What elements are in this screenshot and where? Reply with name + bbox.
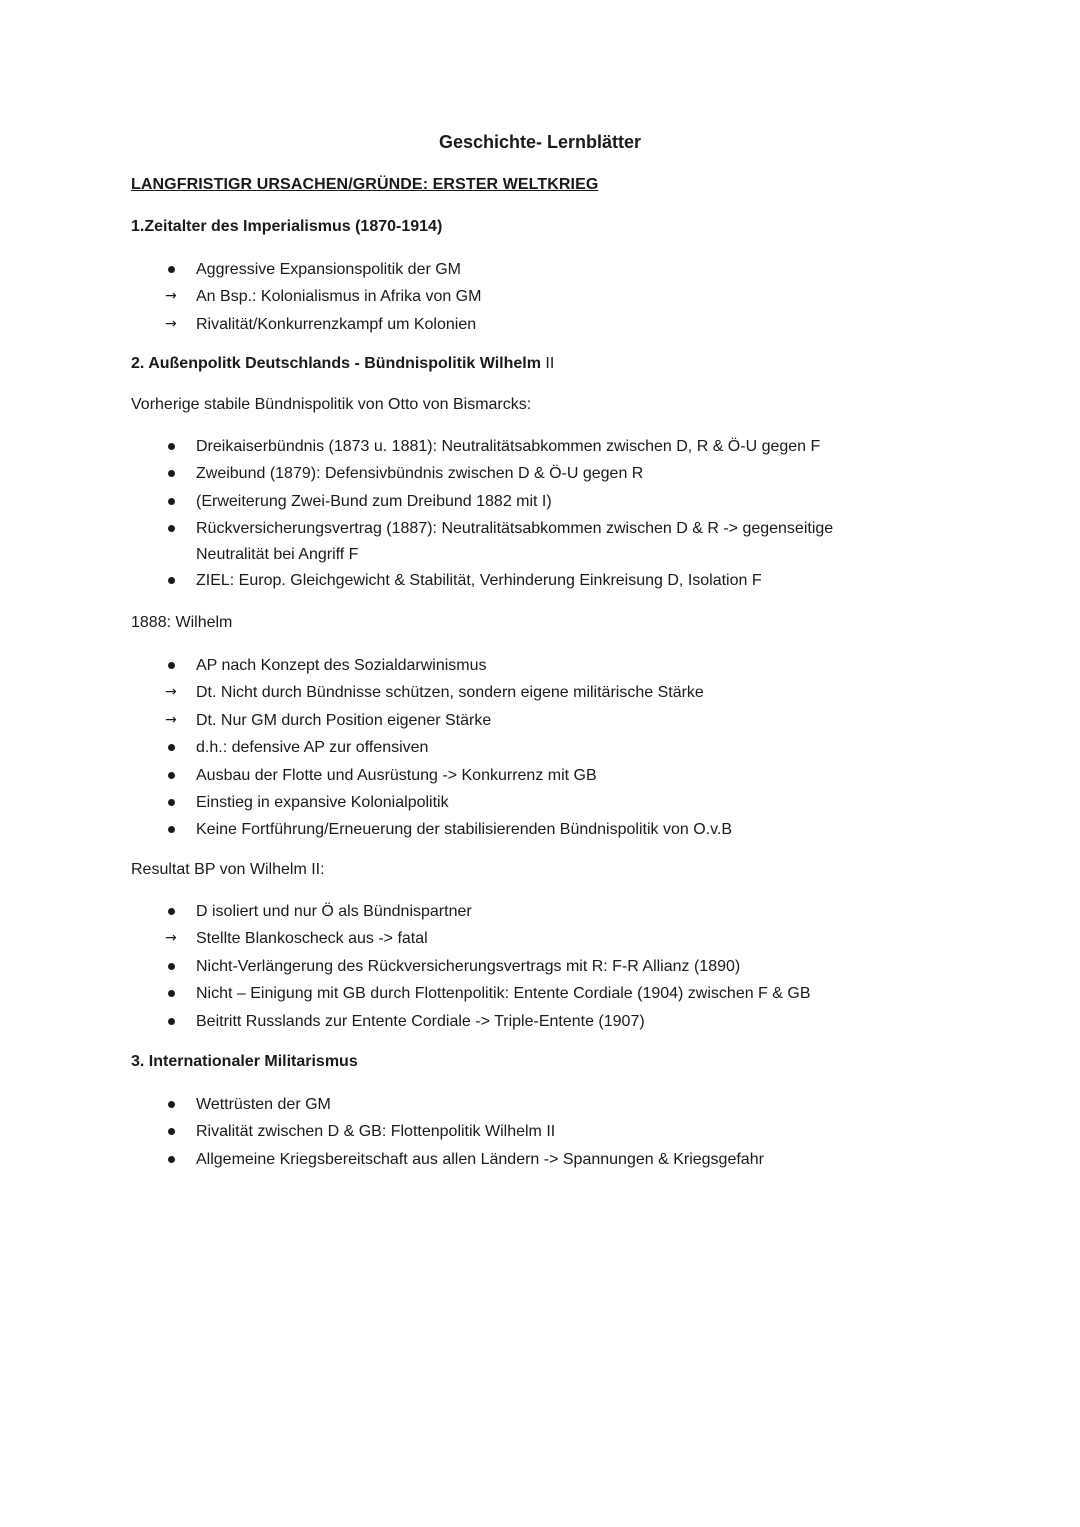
list-result xyxy=(160,898,960,1035)
arrow-right-icon: → xyxy=(165,930,177,947)
list-item-text: Dt. Nur GM durch Position eigener Stärke xyxy=(196,711,492,729)
list-item-text: (Erweiterung Zwei-Bund zum Dreibund 1882 mit I) xyxy=(196,492,552,510)
arrow-right-icon: → xyxy=(165,711,177,728)
list-item-text: Aggressive Expansionspolitik der GM xyxy=(196,261,462,278)
list-item xyxy=(160,567,960,594)
list-item-text: Beitritt Russlands zur Entente Cordiale -> Triple-Entente (1907) xyxy=(196,1012,645,1030)
list-bismarck xyxy=(160,433,960,594)
list-item-text: Dreikaiserbündnis (1873 u. 1881): Neutralitätsabkommen zwischen D, R & Ö-U gegen F xyxy=(196,438,821,455)
bismarck-intro: Vorherige stabile Bündnispolitik von Otto von Bismarcks: xyxy=(131,396,532,413)
list-item xyxy=(160,925,960,952)
list-item xyxy=(160,652,960,679)
list-item-text: Rückversicherungsvertrag (1887): Neutralitätsabkommen zwischen D & R -> gegenseitige xyxy=(196,520,834,538)
list-item-text: Einstieg in expansive Kolonialpolitik xyxy=(196,794,449,812)
section-heading-aussenpolitik xyxy=(131,355,554,373)
list-item-text: Ausbau der Flotte und Ausrüstung -> Konkurrenz mit GB xyxy=(196,766,597,784)
list-item-text: Stellte Blankoscheck aus -> fatal xyxy=(196,930,428,948)
list-militarismus xyxy=(160,1091,960,1173)
list-item xyxy=(160,980,960,1007)
list-item xyxy=(160,1091,960,1118)
list-item xyxy=(160,762,960,789)
list-item xyxy=(160,1008,960,1035)
section-heading-imperialismus: 1.Zeitalter des Imperialismus (1870-1914) xyxy=(131,218,443,235)
list-imperialismus xyxy=(160,256,960,338)
list-item xyxy=(160,1118,960,1145)
list-item xyxy=(160,898,960,925)
list-item xyxy=(160,433,960,460)
list-item xyxy=(160,488,960,515)
list-item-text-continued: Neutralität bei Angriff F xyxy=(196,545,359,563)
page-title: Geschichte- Lernblätter xyxy=(438,132,642,152)
list-item xyxy=(160,515,960,566)
list-item xyxy=(160,707,960,734)
list-item-text: Zweibund (1879): Defensivbündnis zwischen D & Ö-U gegen R xyxy=(196,465,644,483)
list-item xyxy=(160,1146,960,1173)
list-item xyxy=(160,953,960,980)
section-heading-militarismus: 3. Internationaler Militarismus xyxy=(131,1053,358,1070)
list-item-text: Wettrüsten der GM xyxy=(196,1096,331,1113)
list-item xyxy=(160,256,960,283)
list-item xyxy=(160,679,960,706)
main-heading: LANGFRISTIGR URSACHEN/GRÜNDE: ERSTER WELTKRIEG xyxy=(131,176,599,193)
arrow-right-icon: → xyxy=(165,288,177,305)
list-item xyxy=(160,311,960,338)
list-item-text: d.h.: defensive AP zur offensiven xyxy=(196,739,429,757)
heading-bold-part: 2. Außenpolitk Deutschlands - Bündnispolitik Wilhelm xyxy=(131,355,541,372)
list-item-text: Dt. Nicht durch Bündnisse schützen, sondern eigene militärische Stärke xyxy=(196,684,704,702)
list-item xyxy=(160,460,960,487)
list-item-text: D isoliert und nur Ö als Bündnispartner xyxy=(196,903,472,920)
list-item-text: ZIEL: Europ. Gleichgewicht & Stabilität, Verhinderung Einkreisung D, Isolation F xyxy=(196,571,762,589)
list-item-text: AP nach Konzept des Sozialdarwinismus xyxy=(196,657,487,674)
heading-light-part: II xyxy=(540,355,555,372)
list-wilhelm xyxy=(160,652,960,844)
list-item-text: Nicht-Verlängerung des Rückversicherungsvertrags mit R: F-R Allianz (1890) xyxy=(196,957,741,975)
result-intro: Resultat BP von Wilhelm II: xyxy=(131,861,325,878)
arrow-right-icon: → xyxy=(165,684,177,701)
list-item-text: Rivalität zwischen D & GB: Flottenpolitik Wilhelm II xyxy=(196,1123,556,1141)
list-item-text: An Bsp.: Kolonialismus in Afrika von GM xyxy=(196,288,482,306)
list-item-text: Nicht – Einigung mit GB durch Flottenpolitik: Entente Cordiale (1904) zwischen F & GB xyxy=(196,985,811,1003)
list-item-text: Rivalität/Konkurrenzkampf um Kolonien xyxy=(196,315,477,333)
list-item xyxy=(160,734,960,761)
list-item-text: Keine Fortführung/Erneuerung der stabilisierenden Bündnispolitik von O.v.B xyxy=(196,821,733,839)
list-item xyxy=(160,283,960,310)
list-item-text: Allgemeine Kriegsbereitschaft aus allen Ländern -> Spannungen & Kriegsgefahr xyxy=(196,1150,764,1168)
list-item xyxy=(160,789,960,816)
arrow-right-icon: → xyxy=(165,315,177,332)
list-item xyxy=(160,816,960,843)
wilhelm-intro: 1888: Wilhelm xyxy=(131,614,233,631)
